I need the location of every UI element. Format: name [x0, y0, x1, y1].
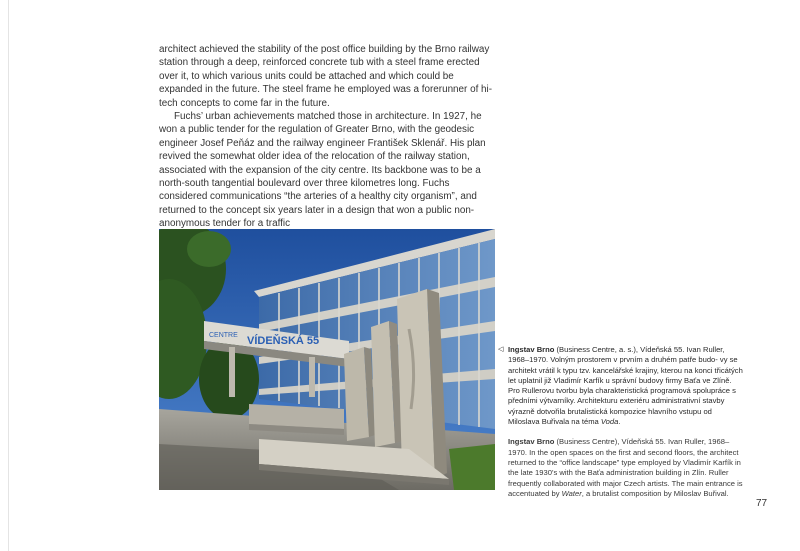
text-line: a public tender for the regulation of Greater Brno, with the geodesic engineer — [159, 124, 475, 149]
caption-line: returned to the “office landscape” type employed by Vladimír — [508, 457, 711, 467]
caption-end: . — [618, 417, 621, 427]
paragraph-1 — [159, 43, 499, 110]
caption-title: Ingstav Brno — [508, 345, 555, 354]
text-line: boulevard over three kilometres long. Fuchs considered communications — [159, 178, 450, 203]
arrow-left-icon: ◁ — [498, 346, 504, 353]
page-number: 77 — [756, 498, 768, 509]
paragraph-2 — [159, 110, 499, 231]
text-line: Josef Peňáz and the railway engineer František Sklenář. His plan revived the — [159, 137, 486, 163]
caption-line: Zlín. Ruller frequently collaborated with major Czech artists. The — [508, 468, 729, 488]
caption-italic-word-en: Water — [561, 488, 582, 498]
text-line: Fuchs’ urban achievements matched those in architecture. In 1927, he won — [159, 111, 482, 136]
text-line: the future. The steel frame he employed was a forerunner of hi-tech concepts — [159, 84, 493, 109]
caption-czech — [498, 345, 743, 427]
text-line: years later in a design that won a public non-anonymous tender for a traffic — [159, 204, 475, 230]
page-edge — [8, 0, 9, 551]
caption-line: exteriéru administrativní stavby výrazně dotvořila brutalistická — [508, 396, 725, 416]
caption-line: (Business Centre), Vídeňská 55. Ivan Ruller, 1968– — [554, 437, 730, 447]
building-photo-illustration — [159, 229, 495, 490]
caption-line: main entrance is accentuated by — [508, 478, 743, 498]
caption-line: Karfík in the late 1930’s with the Baťa administration building in — [508, 457, 741, 478]
sign-prefix: CENTRE — [209, 332, 238, 339]
text-line: expansion of the city centre. Its backbone was to be a north-south tangential — [159, 164, 481, 190]
caption-italic-word: Voda — [600, 417, 619, 427]
caption-title-en: Ingstav Brno — [508, 437, 555, 447]
building-photo — [159, 229, 495, 490]
caption-line: , a brutalist composition by — [581, 488, 672, 498]
text-line: somewhat older idea of the relocation of the railway station, associated with the — [159, 151, 470, 176]
text-line: it, to which various units could be attached and which could be expanded in — [159, 70, 454, 96]
text-line: architect achieved the stability of the post office building by the Brno railway — [159, 44, 490, 55]
body-text — [159, 43, 499, 231]
text-line: station through a deep, reinforced concrete tub with a steel frame erected over — [159, 57, 480, 82]
caption — [498, 345, 743, 499]
caption-line: vy se architekt vrátil k typu tzv. kancelářské krajiny, kterou na — [508, 355, 738, 375]
caption-line: Miloslav Buřival. — [673, 488, 729, 498]
text-line: to come far in the future. — [222, 97, 330, 109]
caption-english — [508, 437, 743, 499]
sign-text: VÍDEŇSKÁ 55 — [247, 335, 320, 347]
caption-line: (Business Centre, a. s.), Vídeňská 55. Ivan Ruller, — [554, 345, 725, 354]
caption-line: kompozice hlavního vstupu od Miloslava Buřivala na téma — [508, 406, 712, 427]
text-line: “the arteries of a healthy city organism”, and returned to the concept six — [159, 191, 477, 216]
caption-line: firmy Baťa ve Zlíně. Pro Rullerovu tvorbu byla charakteristická — [508, 375, 732, 396]
caption-line: 1968–1970. Volným prostorem v prvním a druhém patře budo- — [508, 355, 718, 365]
caption-line: 1970. In the open spaces on the first and second floors, the architect — [508, 447, 739, 457]
caption-line: programová spolupráce s předními výtvarníky. Architekturu — [508, 386, 736, 406]
caption-line: konci třicátých let uplatnil již Vladimír Karfík u správní budovy — [508, 365, 743, 385]
